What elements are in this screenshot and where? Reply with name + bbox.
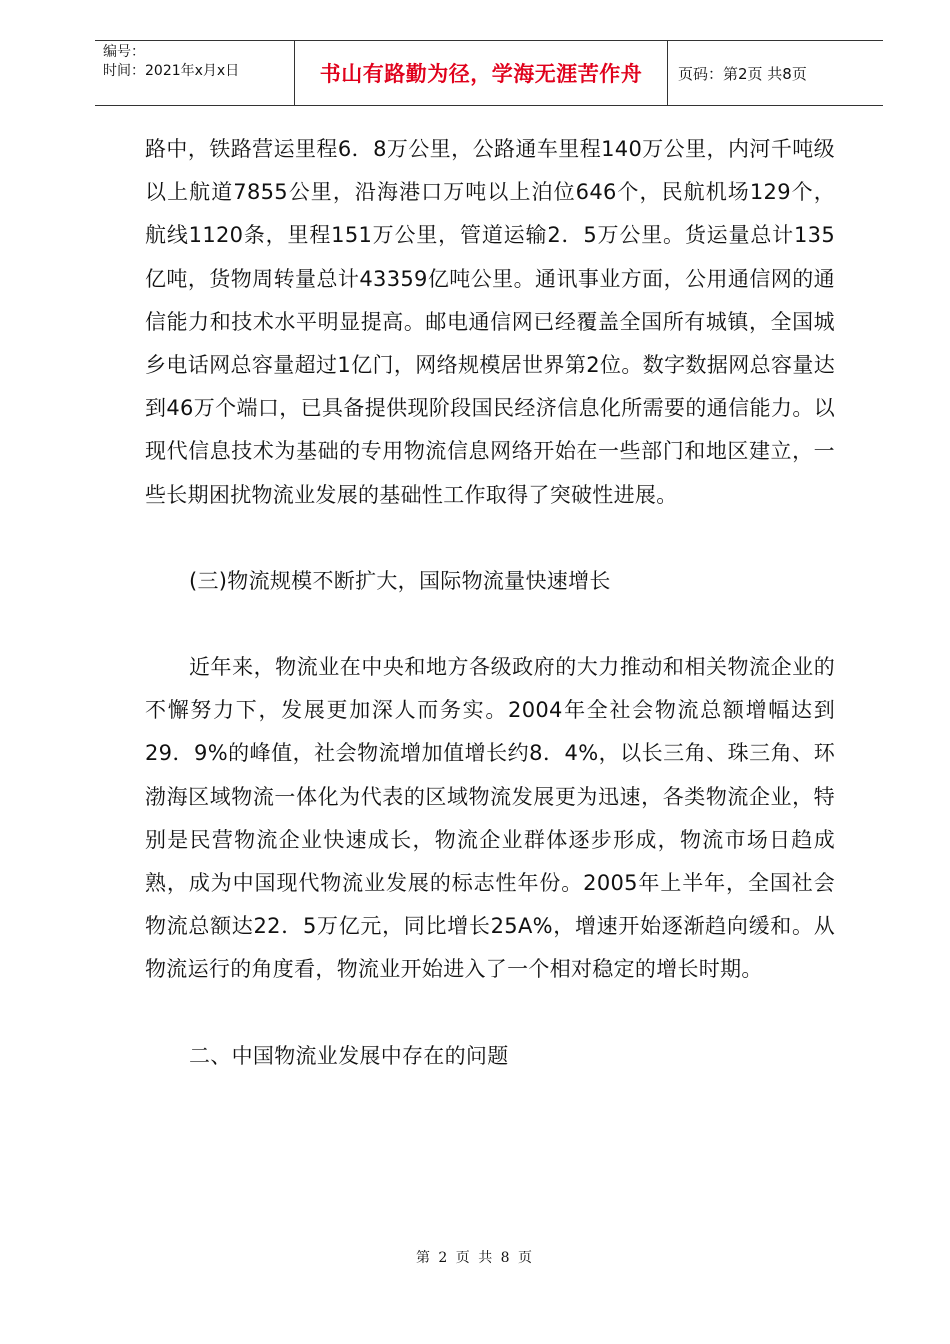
header-motto: 书山有路勤为径，学海无涯苦作舟 xyxy=(295,41,668,105)
paragraph-infrastructure: 路中，铁路营运里程6．8万公里，公路通车里程140万公里，内河千吨级以上航道7855公里，沿海港口万吨以上泊位646个，民航机场129个，航线1120条，里程151万公里，管道运输2．5万公里。货运量总计135亿吨，货物周转量总计43359亿吨公里。通讯事业方面，公用通信网的通信能力和技术水平明显提高。邮电通信网已经覆盖全国所有城镇，全国城乡电话网总容量超过1亿门，网络规模居世界第2位。数字数据网总容量达到46万个端口，已具备提供现阶段国民经济信息化所需要的通信能力。以现代信息技术为基础的专用物流信息网络开始在一些部门和地区建立，一些长期困扰物流业发展的基础性工作取得了突破性进展。 xyxy=(145,137,835,507)
header-page-info: 页码：第2页 共8页 xyxy=(678,64,807,83)
time-label: 时间：2021年x月x日 xyxy=(103,63,240,79)
page-header xyxy=(95,40,883,106)
header-meta xyxy=(95,41,295,105)
page-footer: 第 2 页 共 8 页 xyxy=(415,1250,535,1266)
spacer xyxy=(145,992,835,1035)
paragraph-logistics-scale: 近年来，物流业在中央和地方各级政府的大力推动和相关物流企业的不懈努力下，发展更加深人而务实。2004年全社会物流总额增幅达到29．9%的峰值，社会物流增加值增长约8．4%，以长三角、珠三角、环渤海区域物流一体化为代表的区域物流发展更为迅速，各类物流企业，特别是民营物流企业快速成长，物流企业群体逐步形成，物流市场日趋成熟，成为中国现代物流业发展的标志性年份。2005年上半年，全国社会物流总额达22．5万亿元，同比增长25A%，增速开始逐渐趋向缓和。从物流运行的角度看，物流业开始进入了一个相对稳定的增长时期。 xyxy=(145,655,835,982)
document-body xyxy=(145,128,835,1078)
spacer xyxy=(145,603,835,646)
section-heading-3: (三)物流规模不断扩大，国际物流量快速增长 xyxy=(189,568,611,593)
section-heading-2: 二、中国物流业发展中存在的问题 xyxy=(189,1043,509,1068)
spacer xyxy=(145,517,835,560)
serial-number-label: 编号： xyxy=(103,44,145,60)
